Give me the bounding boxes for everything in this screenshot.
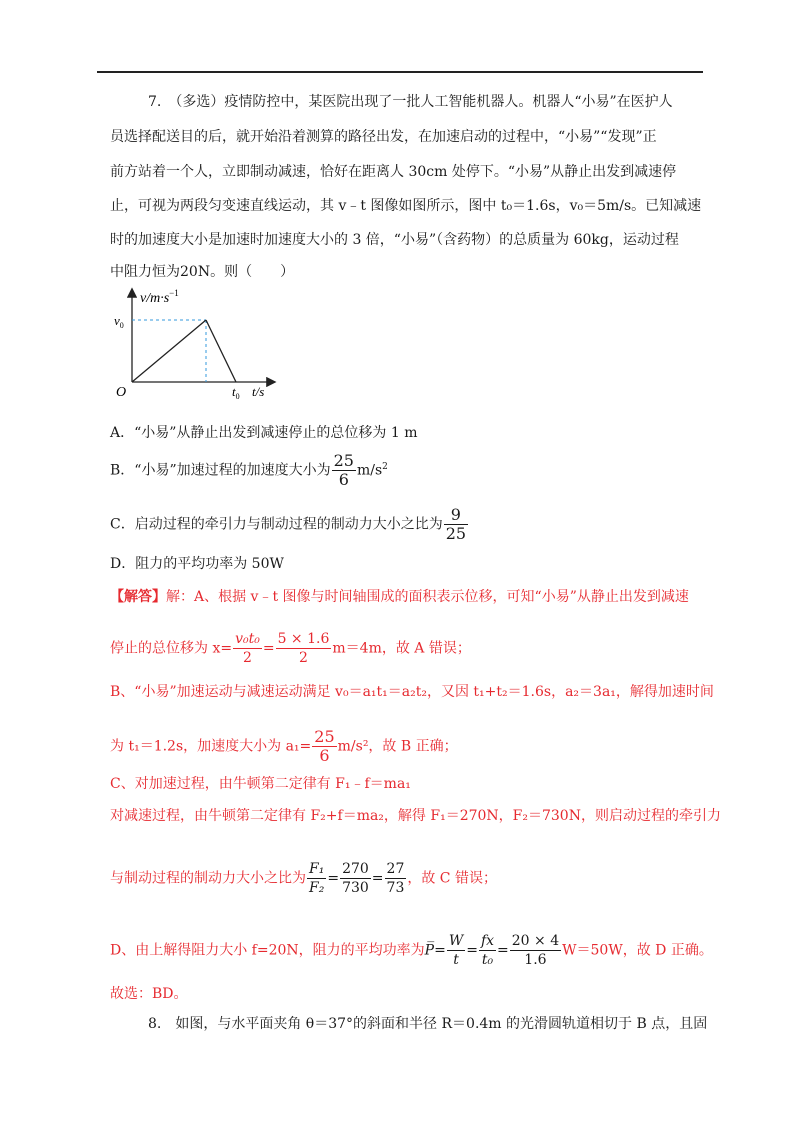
acceleration-segment [132,320,206,382]
answer-line-5: C、对加速过程，由牛顿第二定律有 F₁﹣f＝ma₁ [110,776,411,792]
q7-line-3: 前方站着一个人，立即制动减速，恰好在距离人 30cm 处停下。“小易”从静止出发到减速停 [110,164,677,180]
option-c-fraction: $\frac{9}{25}$ [445,505,467,543]
answer-tag: 【解答】 [110,589,166,605]
option-a: A．“小易”从静止出发到减速停止的总位移为 1 m [110,425,418,441]
answer-line-1: 【解答】解：A、根据 v﹣t 图像与时间轴围成的面积表示位移，可知“小易”从静止出发到减速 [110,589,689,605]
t0-label: $t_0$ [232,384,240,401]
answer-line-8: D、由上解得阻力大小 f=20N，阻力的平均功率为P̅= $\frac{W}{t}$ = $\frac{fx}{\text{t₀}}$ = $\frac{20 \times 4}{1.6}$ W＝50W，故 D 正确。 [110,933,713,968]
q7-line-6: 中阻力恒为20N。则（ ） [110,264,295,280]
q7-line-1: 7. （多选）疫情防控中，某医院出现了一批人工智能机器人。机器人“小易”在医护人 [148,94,673,110]
option-b: B．“小易”加速过程的加速度大小为 $\frac{25}{6}$ $m/s^2$ [110,451,388,489]
deceleration-segment [206,320,236,382]
option-d: D．阻力的平均功率为 50W [110,556,284,572]
answer-line-6: 对减速过程，由牛顿第二定律有 F₂+f＝ma₂，解得 F₁＝270N，F₂＝730N，则启动过程的牵引力 [110,808,721,824]
y-axis-label: $v/m\cdot s^{-1}$ [140,288,179,306]
answer-line-2: 停止的总位移为 x= $\frac{\text{v₀t₀}}{2}$ = $\frac{5 \times 1.6}{2}$ m＝4m，故 A 错误； [110,631,471,666]
answer-conclusion: 故选：BD。 [110,986,188,1002]
answer-line-3: B、“小易”加速运动与减速运动满足 v₀＝a₁t₁＝a₂t₂，又因 t₁+t₂＝1.6s，a₂＝3a₁，解得加速时间 [110,684,714,700]
option-b-fraction: $\frac{25}{6}$ [333,451,354,489]
q7-line-4: 止，可视为两段匀变速直线运动，其 v﹣t 图像如图所示，图中 t₀＝1.6s，v₀＝5m/s。已知减速 [110,198,702,214]
vt-graph [112,284,282,404]
header-rule [97,71,703,73]
q8-line-1: 8. 如图，与水平面夹角 θ＝37°的斜面和半径 R＝0.4m 的光滑圆轨道相切于 B 点，且固 [148,1016,708,1032]
x-axis-label: t/s [252,384,265,399]
origin-label: O [116,385,127,400]
option-c: C．启动过程的牵引力与制动过程的制动力大小之比为 $\frac{9}{25}$ [110,505,467,543]
q7-line-5: 时的加速度大小是加速时加速度大小的 3 倍，“小易”（含药物）的总质量为 60kg，运动过程 [110,232,679,248]
q7-line-2: 员选择配送目的后，就开始沿着测算的路径出发，在加速启动的过程中，“小易”“发现”正 [110,129,657,145]
v0-label: $v_0$ [114,313,124,330]
answer-line-7: 与制动过程的制动力大小之比为 $\frac{\text{F₁}}{\text{F₂}}$ = $\frac{270}{730}$ = $\frac{27}{73}$ ，故 C 错误； [110,861,497,896]
answer-line-4: 为 t₁＝1.2s，加速度大小为 a₁= $\frac{25}{6}$ m/s²，故 B 正确； [110,727,458,765]
